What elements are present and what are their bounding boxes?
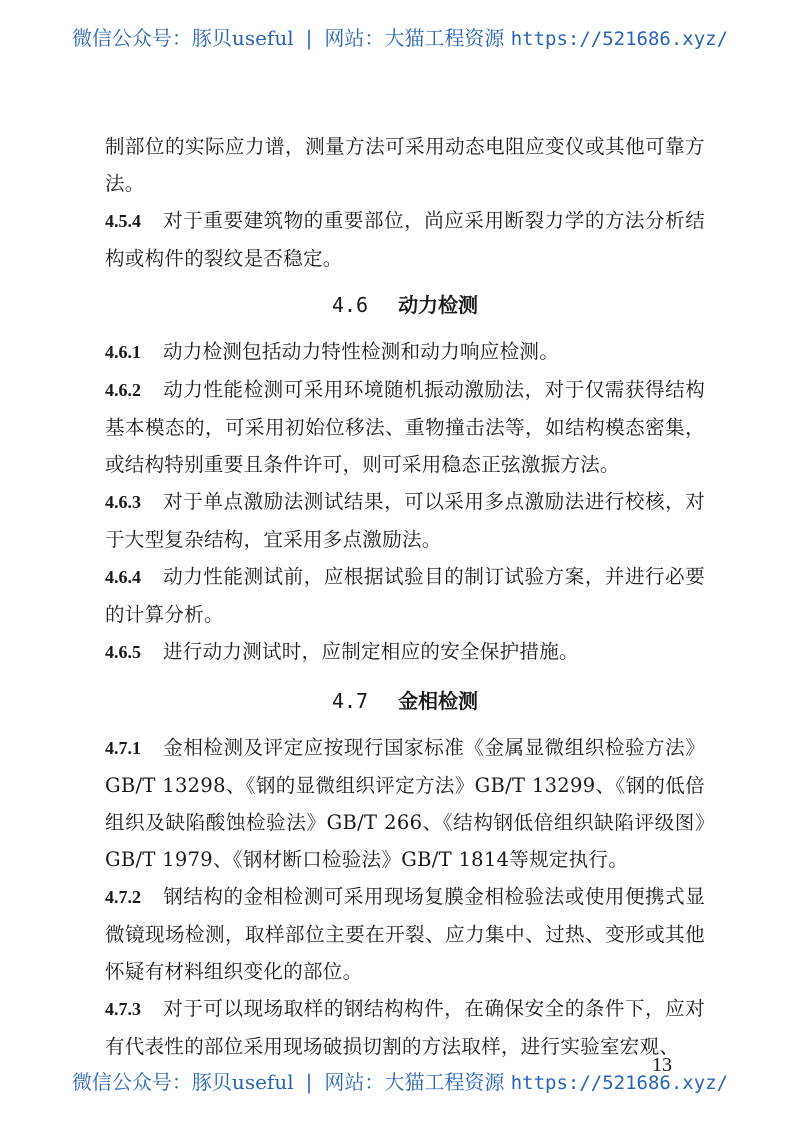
- clause-number: 4.7.3: [105, 999, 141, 1019]
- clause-number: 4.6.2: [105, 380, 141, 400]
- clause-text: 动力性能测试前，应根据试验目的制订试验方案，并进行必要的计算分析。: [105, 565, 705, 626]
- watermark-url[interactable]: https://521686.xyz/: [510, 1072, 729, 1094]
- section-number: 4.6: [331, 293, 369, 317]
- clause-number: 4.6.5: [105, 642, 141, 662]
- section-heading-4-7: [105, 681, 705, 721]
- section-number: 4.7: [331, 689, 369, 713]
- clause-4-6-5: [105, 633, 705, 671]
- watermark-url[interactable]: https://521686.xyz/: [510, 28, 729, 50]
- clause-number: 4.7.2: [105, 887, 141, 907]
- watermark-footer: [0, 1068, 800, 1097]
- clause-number: 4.7.1: [105, 738, 141, 758]
- page-number: 13: [652, 1054, 672, 1076]
- watermark-label: 微信公众号：豚贝useful: [71, 26, 294, 50]
- clause-4-6-4: [105, 558, 705, 633]
- clause-text: 进行动力测试时，应制定相应的安全保护措施。: [163, 640, 579, 663]
- section-title: 动力检测: [398, 293, 479, 317]
- watermark-label: 微信公众号：豚贝useful: [71, 1070, 294, 1094]
- clause-text: 动力检测包括动力特性检测和动力响应检测。: [163, 340, 560, 363]
- watermark-site-label: 网站：大猫工程资源: [324, 1070, 505, 1094]
- clause-4-7-1: [105, 729, 705, 878]
- clause-text: 对于重要建筑物的重要部位，尚应采用断裂力学的方法分析结构或构件的裂纹是否稳定。: [105, 209, 705, 270]
- document-body: [105, 128, 705, 1065]
- clause-text: 动力性能检测可采用环境随机振动激励法，对于仅需获得结构基本模态的，可采用初始位移法、重物撞击法等，如结构模态密集，或结构特别重要且条件许可，则可采用稳态正弦激振方法。: [105, 378, 705, 476]
- clause-4-6-3: [105, 483, 705, 558]
- watermark-separator: |: [305, 1070, 313, 1094]
- clause-text: 金相检测及评定应按现行国家标准《金属显微组织检验方法》GB/T 13298、《钢的显微组织评定方法》GB/T 13299、《钢的低倍组织及缺陷酸蚀检验法》GB/T 266、《结构钢低倍组织缺陷评级图》GB/T 1979、《钢材断口检验法》GB/T 1814等规定执行。: [105, 736, 705, 871]
- clause-number: 4.6.1: [105, 342, 141, 362]
- watermark-header: [0, 24, 800, 53]
- section-heading-4-6: [105, 285, 705, 325]
- clause-4-7-2: [105, 878, 705, 990]
- continuation-paragraph: 制部位的实际应力谱，测量方法可采用动态电阻应变仪或其他可靠方法。: [105, 135, 705, 195]
- clause-4-6-2: [105, 371, 705, 483]
- clause-text: 钢结构的金相检测可采用现场复膜金相检验法或使用便携式显微镜现场检测，取样部位主要在开裂、应力集中、过热、变形或其他怀疑有材料组织变化的部位。: [105, 885, 705, 983]
- watermark-site-label: 网站：大猫工程资源: [324, 26, 505, 50]
- clause-number: 4.6.4: [105, 567, 141, 587]
- clause-4-7-3: [105, 990, 705, 1065]
- clause-text: 对于可以现场取样的钢结构构件，在确保安全的条件下，应对有代表性的部位采用现场破损切割的方法取样，进行实验室宏观、: [105, 997, 705, 1058]
- clause-number: 4.5.4: [105, 211, 141, 231]
- clause-number: 4.6.3: [105, 492, 141, 512]
- clause-4-5-4: [105, 202, 705, 277]
- clause-text: 对于单点激励法测试结果，可以采用多点激励法进行校核，对于大型复杂结构，宜采用多点激励法。: [105, 490, 705, 551]
- section-title: 金相检测: [398, 689, 479, 713]
- clause-4-6-1: [105, 333, 705, 371]
- watermark-separator: |: [305, 26, 313, 50]
